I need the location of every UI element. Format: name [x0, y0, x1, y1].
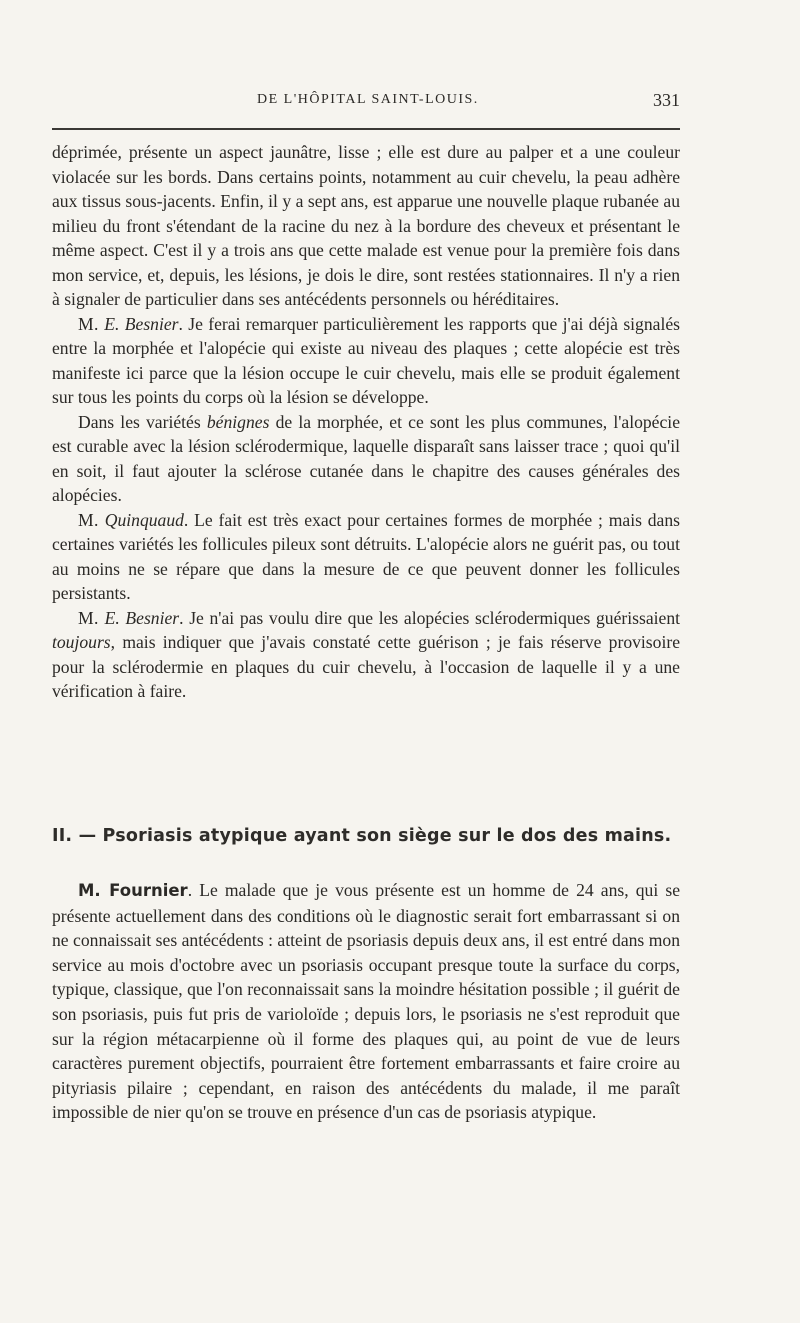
- paragraph-2-text: . Je ferai remarquer particulièrement les rapports que j'ai déjà signalés entre la morphée et l'alopécie qui existe au niveau des plaques ; cette alopécie est très manifeste ici parce que la lésion occupe le cuir chevelu, mais elle se produit également sur tous les points du corps où la lésion se développe.: [52, 313, 680, 407]
- emphasis-toujours: toujours: [52, 632, 111, 652]
- speaker-name-quinquaud: Quinquaud: [104, 509, 184, 530]
- section-paragraph: [52, 878, 680, 1125]
- paragraph-3-after: de la morphée, et ce sont les plus communes, l'alopécie est curable avec la lésion sclérodermique, laquelle disparaît sans laisser trace ; quoi qu'il en soit, il faut ajouter la sclérose cutanée dans le chapitre des causes générales des alopécies.: [52, 411, 680, 505]
- paragraph-5: [52, 606, 680, 704]
- paragraph-3: [52, 410, 680, 508]
- running-head: [52, 92, 680, 116]
- header-rule: [52, 128, 680, 130]
- paragraph-5-after: , mais indiquer que j'avais constaté cette guérison ; je fais réserve provisoire pour la sclérodermie en plaques du cuir chevelu, à l'occasion de laquelle il y a une vérification à faire.: [52, 632, 680, 701]
- paragraph-1: déprimée, présente un aspect jaunâtre, lisse ; elle est dure au palper et a une couleur violacée sur les bords. Dans certains points, notamment au cuir chevelu, la peau adhère aux tissus sous-jacents. Enfin, il y a sept ans, est apparue une nouvelle plaque rubanée au milieu du front s'étendant de la racine du nez à la bordure des cheveux et présentant le même aspect. C'est il y a trois ans que cette malade est venue pour la première fois dans mon service, et, depuis, les lésions, je dois le dire, sont restées stationnaires. Il n'y a rien à signaler de particulier dans ses antécédents personnels ou héréditaires.: [52, 142, 680, 309]
- paragraph-4: [52, 508, 680, 606]
- body-text: [52, 140, 680, 704]
- paragraph-5-before: . Je n'ai pas voulu dire que les alopécies sclérodermiques guérissaient: [179, 607, 681, 628]
- speaker-name-besnier: E. Besnier: [104, 607, 180, 628]
- emphasis-benignes: bénignes: [206, 411, 270, 432]
- speaker-name-fournier: M. Fournier: [78, 881, 188, 900]
- running-title: DE L'HÔPITAL SAINT-LOUIS.: [257, 92, 479, 107]
- speaker-prefix: M.: [78, 509, 105, 530]
- paragraph-4-text: . Le fait est très exact pour certaines formes de morphée ; mais dans certaines variétés les follicules pileux sont détruits. L'alopécie alors ne guérit pas, ou tout au moins ne se répare que dans la mesure de ce que peuvent donner les follicules persistants.: [52, 509, 680, 603]
- section-text: [52, 878, 680, 1125]
- section-heading: II. — Psoriasis atypique ayant son siège sur le dos des mains.: [52, 826, 672, 846]
- page-number: 331: [653, 90, 680, 110]
- paragraph-3-before: Dans les variétés: [78, 411, 207, 432]
- speaker-prefix: M.: [78, 313, 105, 334]
- section-paragraph-text: . Le malade que je vous présente est un homme de 24 ans, qui se présente actuellement dans des conditions où le diagnostic serait fort embarrassant si on ne connaissait ses antécédents : atteint de psoriasis depuis deux ans, il est entré dans mon service au mois d'octobre avec un psoriasis occupant presque toute la surface du corps, typique, classique, que l'on reconnaissait sans la moindre hésitation possible ; il guérit de son psoriasis, puis fut pris de varioloïde ; depuis lors, le psoriasis ne s'est reproduit que sur la région métacarpienne où il forme des plaques qui, au point de vue de leurs caractères purement objectifs, pourraient être fortement embarrassants et faire croire au pityriasis pilaire ; cependant, en raison des antécédents du malade, il me paraît impossible de nier qu'on se trouve en présence d'un cas de psoriasis atypique.: [52, 880, 680, 1123]
- paragraph-2: [52, 312, 680, 410]
- speaker-name-besnier: E. Besnier: [104, 313, 179, 334]
- speaker-prefix: M.: [78, 607, 105, 628]
